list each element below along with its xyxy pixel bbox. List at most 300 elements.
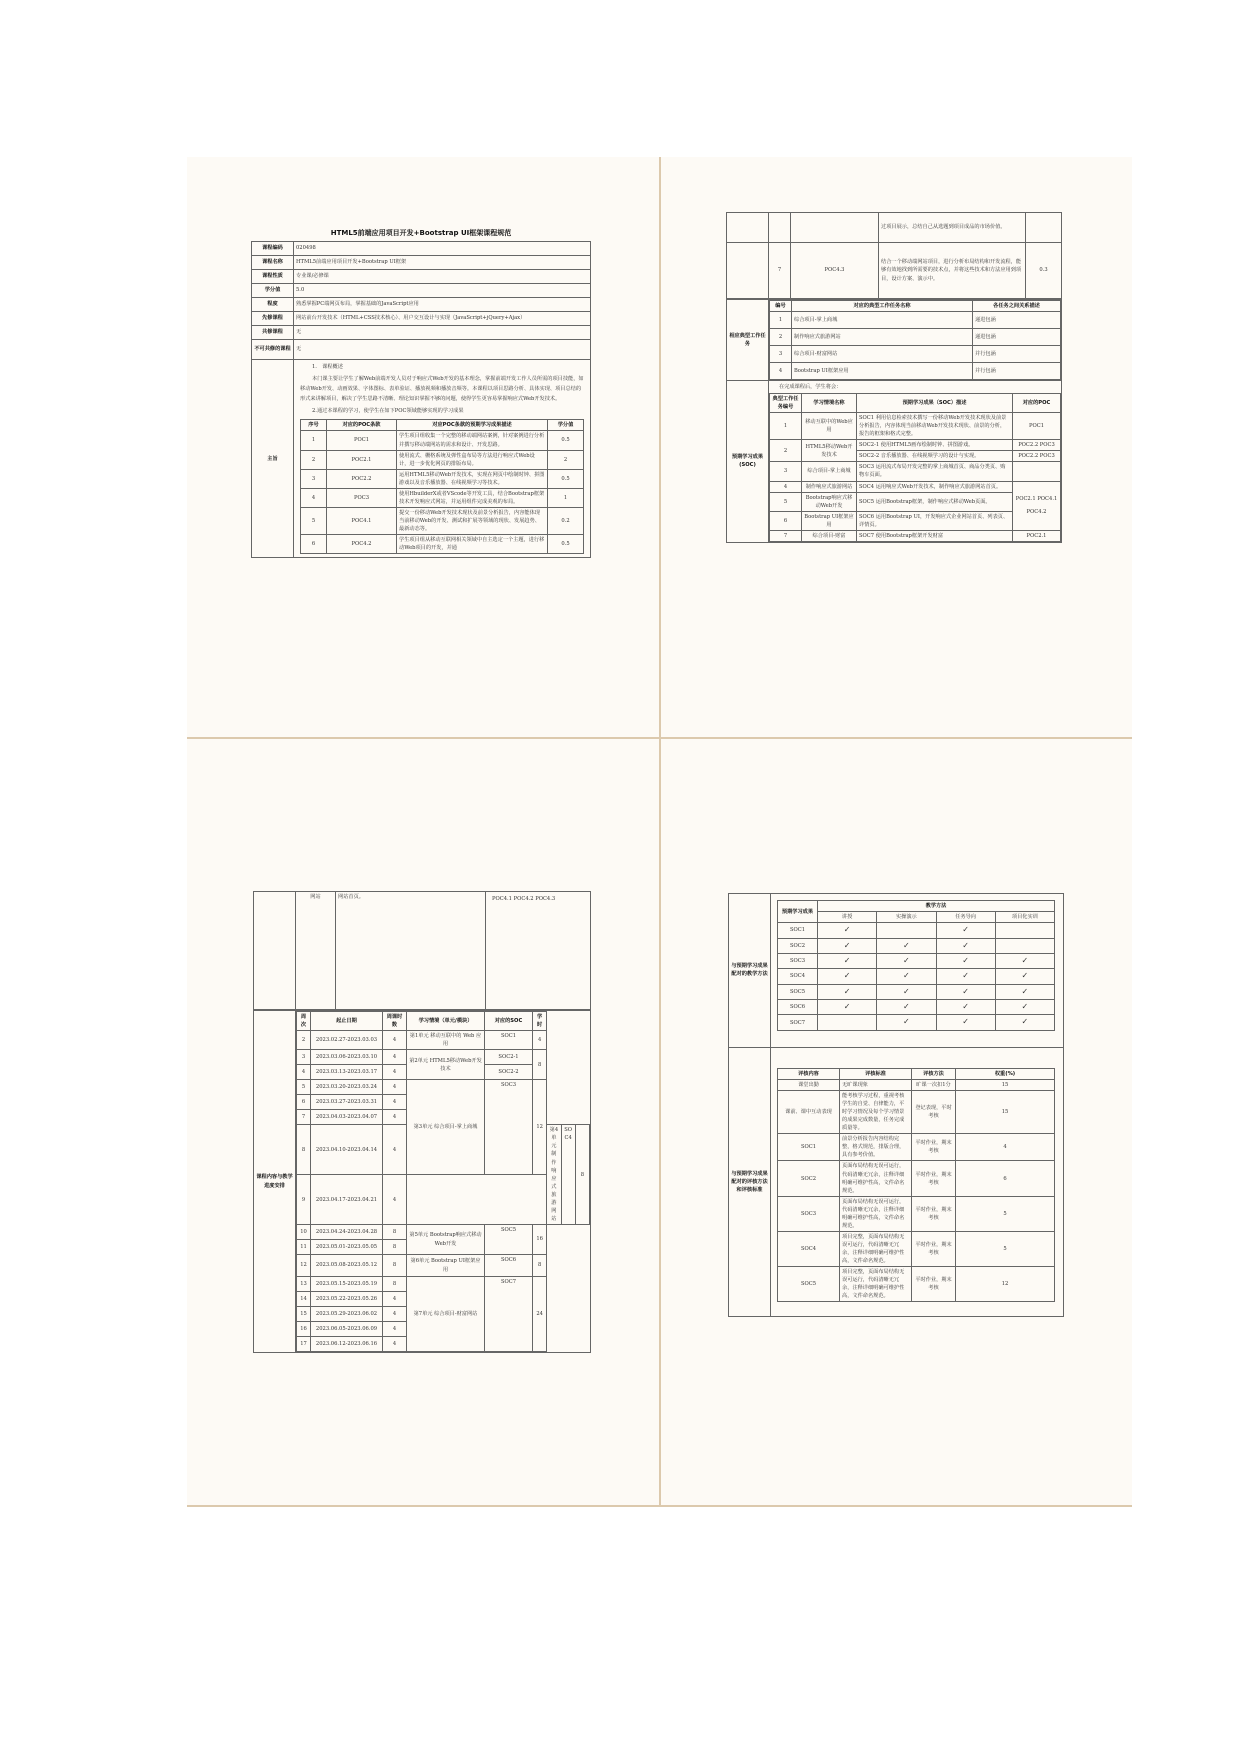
method-header: 项目化实训 [995, 912, 1054, 923]
meta-value: 020498 [294, 242, 591, 256]
overview-heading: 1. 课程概述 [312, 364, 343, 370]
soc-table-continued [253, 891, 591, 1010]
unit-name: 第3单元 综合项目-掌上商城 [407, 1080, 485, 1175]
table-cell: SOC6 运用Bootstrap UI，开发响应式企业网站首页、列表页、详情页。 [857, 511, 1013, 530]
table-cell: POC2.2 POC3 [1013, 440, 1061, 451]
method-header: 任务导向 [936, 912, 995, 923]
table-cell: 6 [956, 1161, 1055, 1196]
table-cell: 5 [301, 507, 327, 534]
check-icon: ✓ [818, 938, 877, 953]
table-cell: 学生项目组收集一个完整的移动端网站案例，针对案例进行分析并撰写移动端网站的需求和设计、开发思路。 [397, 431, 548, 450]
column-header: 对应的典型工作任务名称 [792, 301, 973, 312]
table-cell: 3 [770, 462, 802, 481]
meta-value: 5.0 [294, 284, 591, 298]
typical-task-table [726, 299, 1062, 543]
check-icon: ✓ [877, 953, 936, 968]
unit-soc: SOC6 [485, 1255, 533, 1277]
matrix-row [778, 1015, 1055, 1030]
page-title: HTML5前端应用项目开发+Bootstrap UI框架课程规范 [330, 229, 512, 237]
page-divider-horizontal [187, 737, 1132, 739]
unit-soc: SOC3 [485, 1080, 533, 1175]
table-cell [769, 213, 791, 243]
table-cell: 6 [297, 1095, 311, 1110]
table-cell: 课堂出勤 [778, 1079, 840, 1090]
task-row [770, 363, 1061, 380]
soc-inner-table [769, 393, 1061, 542]
evaluation-table [777, 1068, 1055, 1303]
table-cell: POC4.3 [791, 243, 879, 299]
table-cell: 平时作业，期末考核 [912, 1134, 956, 1161]
page-4 [728, 893, 1064, 1317]
unit-hours: 8 [533, 1050, 547, 1080]
table-cell: 4 [383, 1337, 407, 1352]
table-cell: 4 [383, 1307, 407, 1322]
table-cell: 12 [297, 1255, 311, 1277]
matrix-row [778, 938, 1055, 953]
meta-row [252, 340, 591, 360]
table-cell: 能考核学习过程，重视考核学生的自觉、自律能力，平时学习情况及每个学习情景的成果完成数量，任务完成质量等。 [840, 1090, 912, 1133]
empty-cell [995, 923, 1054, 938]
page-1 [251, 228, 591, 558]
meta-row [252, 256, 591, 270]
main-label: 主旨 [252, 360, 294, 558]
table-cell: 13 [297, 1277, 311, 1292]
check-icon: ✓ [877, 969, 936, 984]
check-icon: ✓ [877, 984, 936, 999]
table-cell: 4 [383, 1050, 407, 1065]
unit-soc: SOC7 [485, 1277, 533, 1352]
table-cell: 2023.04.03-2023.04.07 [311, 1110, 383, 1125]
check-icon: ✓ [936, 938, 995, 953]
table-cell: 4 [956, 1134, 1055, 1161]
check-icon: ✓ [877, 938, 936, 953]
table-cell: 12 [956, 1267, 1055, 1302]
table-cell: 平时作业，期末考核 [912, 1196, 956, 1231]
table-cell: 15 [956, 1090, 1055, 1133]
table-cell: SOC4 [778, 1231, 840, 1266]
table-cell: 2023.05.08-2023.05.12 [311, 1255, 383, 1277]
table-cell: 课前、课中互动表现 [778, 1090, 840, 1133]
table-cell: 项目完整，页面布局结构无误可运行，代码清晰无冗余，注释详细明确可维护性高，文件命名规范。 [840, 1267, 912, 1302]
schedule-row [297, 1225, 590, 1240]
table-cell: POC2.1 [1013, 530, 1061, 541]
table-cell: 综合项目-掌上商城 [792, 312, 973, 329]
check-icon: ✓ [818, 953, 877, 968]
eval-row [778, 1090, 1055, 1133]
table-cell: POC3 [327, 488, 397, 507]
unit-hours: 12 [533, 1080, 547, 1175]
table-cell: 5 [956, 1196, 1055, 1231]
check-icon: ✓ [936, 1015, 995, 1030]
cont-desc: 网站首页。 [336, 892, 486, 1010]
table-cell: 2023.04.10-2023.04.14 [311, 1125, 383, 1175]
table-cell: 4 [770, 363, 792, 380]
table-cell: 11 [297, 1240, 311, 1255]
table-cell: 4 [383, 1095, 407, 1110]
table-cell: 6 [770, 511, 802, 530]
check-icon: ✓ [936, 984, 995, 999]
overview-text: 本门课主要让学生了解Web前端开发人员对于响应式Web开发的基本理念，掌握前端开发工作人员所需的项目技能，如移动Web开发、动画效果、字体图标、表单验证、播放视频和播放音频等。本课程以项目思路分析、具体实现、项目总结的形式来讲解项目，解决了学生思路不清晰、理论知识掌握不够的问题，使得学生更容易掌握响应式Web开发技术。 [300, 375, 584, 402]
table-cell: 2023.05.01-2023.05.05 [311, 1240, 383, 1255]
eval-row [778, 1196, 1055, 1231]
table-cell: 提交一份移动Web开发技术现状及前景分析报告，内容能体现当前移动Web的开发、测试和扩展等领域的现状、发展趋势、最新动态等。 [397, 507, 548, 534]
check-icon: ✓ [936, 953, 995, 968]
table-cell: 移动互联中的Web应用 [802, 413, 857, 440]
table-cell: 7 [297, 1110, 311, 1125]
table-cell: 10 [297, 1225, 311, 1240]
column-header: 对应的POC条款 [327, 420, 397, 431]
table-cell [1013, 462, 1061, 481]
unit-name: 第7单元 综合项目-财富网站 [407, 1277, 485, 1352]
outcome-heading: 2.通过本课程的学习，使学生在如下POC领域能够实现的学习成果 [312, 407, 464, 414]
matrix-row [778, 984, 1055, 999]
table-cell: 学生项目组从移动互联网相关领域中自主选定一个主题，进行移动Web项目的开发，并通 [397, 535, 548, 554]
table-cell: SOC2-2 音乐播放器、在线视频学习的设计与实现。 [857, 451, 1013, 462]
empty-cell [727, 213, 769, 243]
table-cell: 3 [301, 469, 327, 488]
unit-name: 第5单元 Bootstrap响应式移动Web开发 [407, 1225, 485, 1255]
table-cell: SOC2 [778, 1161, 840, 1196]
unit-name: 第6单元 Bootstrap UI框架应用 [407, 1255, 485, 1277]
table-cell: 1 [770, 413, 802, 440]
column-header: 学习情境名称 [802, 393, 857, 412]
table-cell: 2023.04.17-2023.04.21 [311, 1175, 383, 1225]
check-icon: ✓ [936, 923, 995, 938]
column-header: 评核方法 [912, 1068, 956, 1079]
task-row [770, 346, 1061, 363]
meta-label: 共修课程 [252, 326, 294, 340]
table-cell: 2 [548, 450, 584, 469]
soc-cell: SOC5 [778, 984, 818, 999]
empty-cell [818, 1015, 877, 1030]
poc-row [301, 535, 584, 554]
table-cell: SOC5 [778, 1267, 840, 1302]
table-cell: 综合项目-掌上商城 [802, 462, 857, 481]
schedule-row [297, 1277, 590, 1292]
table-cell: 15 [956, 1079, 1055, 1090]
unit-name: 第4单元 制作响应式旅游网站 [547, 1125, 561, 1225]
table-cell [1026, 213, 1062, 243]
table-cell: 4 [301, 488, 327, 507]
table-cell: 4 [770, 481, 802, 492]
table-cell: 4 [297, 1065, 311, 1080]
table-cell: POC2.2 POC3 [1013, 451, 1061, 462]
meta-label: 课程性质 [252, 270, 294, 284]
table-cell: 综合项目-财富 [802, 530, 857, 541]
poc-row [301, 488, 584, 507]
meta-row [252, 242, 591, 256]
soc-label: 预期学习成果(SOC) [727, 381, 769, 543]
poc-row [301, 450, 584, 469]
unit-soc: SOC4 [561, 1125, 575, 1225]
table-cell: 7 [769, 243, 791, 299]
table-cell: 0.3 [1026, 243, 1062, 299]
soc-cell: SOC6 [778, 1000, 818, 1015]
soc-row [770, 413, 1061, 440]
table-cell: 2023.05.29-2023.06.02 [311, 1307, 383, 1322]
table-cell: 2023.05.22-2023.05.26 [311, 1292, 383, 1307]
table-cell: Bootstrap UI框架应用 [802, 511, 857, 530]
check-icon: ✓ [818, 1000, 877, 1015]
table-cell: 平时作业，期末考核 [912, 1267, 956, 1302]
table-cell: 4 [383, 1031, 407, 1050]
task-label: 相应典型工作任务 [727, 300, 769, 381]
table-cell: 2023.05.15-2023.05.19 [311, 1277, 383, 1292]
column-header: 学分值 [548, 420, 584, 431]
meta-row [252, 326, 591, 340]
check-icon: ✓ [995, 1015, 1054, 1030]
table-cell: 17 [297, 1337, 311, 1352]
table-cell: 4 [383, 1065, 407, 1080]
matrix-subheader-row [778, 912, 1055, 923]
table-cell: 并行包涵 [973, 363, 1061, 380]
soc-cell: SOC7 [778, 1015, 818, 1030]
task-row [770, 329, 1061, 346]
schedule-row [297, 1255, 590, 1277]
soc-row [770, 462, 1061, 481]
table-cell: 0.2 [548, 507, 584, 534]
table-cell: POC2.1 POC4.1 POC4.2 [1013, 481, 1061, 530]
table-cell [791, 213, 879, 243]
poc-table [300, 419, 584, 554]
page-2 [726, 212, 1062, 543]
table-cell: 4 [383, 1292, 407, 1307]
meta-row [252, 298, 591, 312]
table-cell: 2 [770, 440, 802, 462]
table-cell: 3 [297, 1050, 311, 1065]
table-cell: 1 [548, 488, 584, 507]
table-cell: 前景分析报告内容结构完整，格式规范，排版合理，具有参考价值。 [840, 1134, 912, 1161]
column-header: 评核内容 [778, 1068, 840, 1079]
table-cell: SOC1 [778, 1134, 840, 1161]
column-header: 起止日期 [311, 1012, 383, 1031]
table-cell: SOC3 运用流式布局开发完整的掌上商城首页、商品分类页、购物车页面。 [857, 462, 1013, 481]
unit-soc: SOC2-1 [485, 1050, 533, 1065]
column-header: 学时 [533, 1012, 547, 1031]
table-cell: 2023.03.27-2023.03.31 [311, 1095, 383, 1110]
table-cell: 1 [301, 431, 327, 450]
unit-soc: SOC5 [485, 1225, 533, 1255]
table-cell: 递进包涵 [973, 312, 1061, 329]
empty-cell [995, 938, 1054, 953]
course-overview [300, 363, 584, 416]
meta-value: 熟悉掌握PC端网页布局，掌握基础的JavaScript应用 [294, 298, 591, 312]
schedule-row [297, 1031, 590, 1050]
method-group-header: 教学方法 [818, 901, 1055, 912]
cont-name: 网站 [296, 892, 336, 1010]
table-cell: SOC3 [778, 1196, 840, 1231]
soc-row [770, 440, 1061, 451]
column-header: 对应的POC [1013, 393, 1061, 412]
table-cell: 4 [383, 1125, 407, 1175]
table-cell: 结合一个移动端网站项目，进行分析布局结构和开发流程，能够有效地找到所需要的技术点，并将这些技术和方法应用到项目，设计方案、演示中。 [879, 243, 1026, 299]
poc-table-continued [726, 212, 1062, 299]
meta-label: 先修课程 [252, 312, 294, 326]
page-3 [253, 891, 591, 1353]
table-cell: 2 [301, 450, 327, 469]
table-cell: 3 [770, 346, 792, 363]
table-cell: 2 [297, 1031, 311, 1050]
method-header: 实操演示 [877, 912, 936, 923]
table-cell: 2023.02.27-2023.03.03 [311, 1031, 383, 1050]
table-cell: 14 [297, 1292, 311, 1307]
unit-hours: 8 [575, 1125, 589, 1225]
table-cell: 2023.03.06-2023.03.10 [311, 1050, 383, 1065]
table-cell: 制作响应式旅游网站 [802, 481, 857, 492]
table-cell: 8 [383, 1277, 407, 1292]
table-cell: 2 [770, 329, 792, 346]
matrix-row [778, 923, 1055, 938]
poc-row [301, 507, 584, 534]
column-header: 学习情境（单元/模块） [407, 1012, 485, 1031]
check-icon: ✓ [936, 1000, 995, 1015]
table-cell: 过项目展示，总结自己从选题到项目成品的市场价值。 [879, 213, 1026, 243]
table-cell: 4 [383, 1175, 407, 1225]
soc-intro: 在完成课程后，学生将会： [779, 384, 842, 391]
meta-value: 无 [294, 340, 591, 360]
table-cell: SOC7 使用Bootstrap框架开发财富 [857, 530, 1013, 541]
table-cell: 综合项目-财富网站 [792, 346, 973, 363]
table-cell: 4 [383, 1110, 407, 1125]
table-cell: 页面布局结构无误可运行，代码清晰无冗余，注释详细明确可维护性高，文件命名规范。 [840, 1161, 912, 1196]
table-cell: 2023.03.13-2023.03.17 [311, 1065, 383, 1080]
check-icon: ✓ [877, 1000, 936, 1015]
meta-row [252, 312, 591, 326]
table-cell: POC1 [1013, 413, 1061, 440]
meta-label: 学分值 [252, 284, 294, 298]
meta-label: 课程名称 [252, 256, 294, 270]
table-cell: 登记表现，平时考核 [912, 1090, 956, 1133]
table-cell: 使用HbuilderX或者VScode等开发工具，结合Bootstrap框架技术开发响应式网站，并运用组件完成美观的布局。 [397, 488, 548, 507]
table-cell: 并行包涵 [973, 346, 1061, 363]
poc-row [301, 431, 584, 450]
matrix-row [778, 1000, 1055, 1015]
meta-value: HTML5前端应用项目开发+Bootstrap UI框架 [294, 256, 591, 270]
empty-cell [877, 923, 936, 938]
column-header: 周课时数 [383, 1012, 407, 1031]
task-row [770, 312, 1061, 329]
soc-row [770, 481, 1061, 492]
table-cell: 项目完整，页面布局结构无误可运行，代码清晰无冗余，注释详细明确可维护性高，文件命名规范。 [840, 1231, 912, 1266]
eval-row [778, 1267, 1055, 1302]
column-header: 对应的SOC [485, 1012, 533, 1031]
column-header: 各任务之间关系描述 [973, 301, 1061, 312]
method-header: 讲授 [818, 912, 877, 923]
schedule-label: 课程内容与教学进度安排 [254, 1011, 296, 1353]
check-icon: ✓ [936, 969, 995, 984]
table-cell: 5 [770, 492, 802, 511]
table-cell: 8 [383, 1240, 407, 1255]
eval-row [778, 1161, 1055, 1196]
schedule-row [297, 1050, 590, 1065]
meta-row [252, 270, 591, 284]
unit-soc: SOC2-2 [485, 1065, 533, 1080]
soc-cell: SOC1 [778, 923, 818, 938]
check-icon: ✓ [818, 969, 877, 984]
table-cell: 制作响应式旅游网站 [792, 329, 973, 346]
matrix-row [778, 953, 1055, 968]
column-header: 对应POC条款的预期学习成果描述 [397, 420, 548, 431]
table-cell: 6 [301, 535, 327, 554]
table-cell: POC4.2 [327, 535, 397, 554]
table-cell: 4 [383, 1322, 407, 1337]
meta-value: 专业课/必修课 [294, 270, 591, 284]
table-cell: Bootstrap响应式移动Web开发 [802, 492, 857, 511]
unit-hours: 16 [533, 1225, 547, 1255]
table-cell: 16 [297, 1322, 311, 1337]
table-cell: 旷课一次扣1分 [912, 1079, 956, 1090]
check-icon: ✓ [818, 984, 877, 999]
table-cell: Bootstrap UI框架应用 [792, 363, 973, 380]
cont-poc: POC4.1 POC4.2 POC4.3 [486, 892, 591, 1010]
method-label: 与预期学习成果配对的教学方法 [729, 894, 771, 1048]
matrix-header-row [778, 901, 1055, 912]
table-cell: 15 [297, 1307, 311, 1322]
table-cell: 平时作业，期末考核 [912, 1231, 956, 1266]
unit-hours: 8 [533, 1255, 547, 1277]
meta-value: 网站前台开发技术（HTML+CSS技术核心）、用户交互设计与实现（JavaScript+jQuery+Ajax） [294, 312, 591, 326]
matrix-row [778, 969, 1055, 984]
empty-cell [727, 243, 769, 299]
table-cell: 运用HTML5移动Web开发技术，实现在网页中绘制时钟、拼图游戏以及音乐播放器、在线视频学习等技术。 [397, 469, 548, 488]
soc-column-header: 预期学习成果 [778, 901, 818, 923]
table-cell: 9 [297, 1175, 311, 1225]
table-cell: 使用流式、栅格系统及弹性盒布局等方法进行响应式Web设计，进一步优化网页的排版布局。 [397, 450, 548, 469]
soc-cell: SOC4 [778, 969, 818, 984]
check-icon: ✓ [818, 923, 877, 938]
course-info-table [251, 241, 591, 558]
page-divider-vertical [659, 157, 661, 1507]
table-cell: SOC1 利用信息检索技术撰写一份移动Web开发技术现状及前景分析报告，内容体现当前移动Web开发技术现状、前景的分析，报告的框架和格式完整。 [857, 413, 1013, 440]
eval-row [778, 1134, 1055, 1161]
unit-hours: 24 [533, 1277, 547, 1352]
schedule-row [297, 1175, 590, 1225]
table-cell: SOC5 运用Bootstrap框架，制作响应式移动Web页面。 [857, 492, 1013, 511]
eval-row [778, 1079, 1055, 1090]
table-cell: 4 [383, 1080, 407, 1095]
check-icon: ✓ [995, 953, 1054, 968]
check-icon: ✓ [995, 969, 1054, 984]
poc-row [727, 213, 1062, 243]
meta-row [252, 284, 591, 298]
table-cell: 2023.06.12-2023.06.16 [311, 1337, 383, 1352]
column-header: 周次 [297, 1012, 311, 1031]
table-cell: 0.5 [548, 469, 584, 488]
task-inner-table [769, 300, 1061, 380]
column-header: 编号 [770, 301, 792, 312]
table-cell: POC4.1 [327, 507, 397, 534]
poc-row [727, 243, 1062, 299]
column-header: 权重(%) [956, 1068, 1055, 1079]
meta-label: 课程编码 [252, 242, 294, 256]
table-cell: 7 [770, 530, 802, 541]
table-cell: 递进包涵 [973, 329, 1061, 346]
poc-row [301, 469, 584, 488]
column-header: 序号 [301, 420, 327, 431]
unit-hours: 4 [533, 1031, 547, 1050]
column-header: 评核标准 [840, 1068, 912, 1079]
table-cell: POC2.1 [327, 450, 397, 469]
meta-label: 不可共修的课程 [252, 340, 294, 360]
table-cell: 8 [383, 1255, 407, 1277]
meta-label: 程度 [252, 298, 294, 312]
check-icon: ✓ [995, 1000, 1054, 1015]
unit-soc: SOC1 [485, 1031, 533, 1050]
table-cell: 1 [770, 312, 792, 329]
table-cell: 5 [297, 1080, 311, 1095]
table-cell: 无旷课现象 [840, 1079, 912, 1090]
main-row [252, 360, 591, 558]
